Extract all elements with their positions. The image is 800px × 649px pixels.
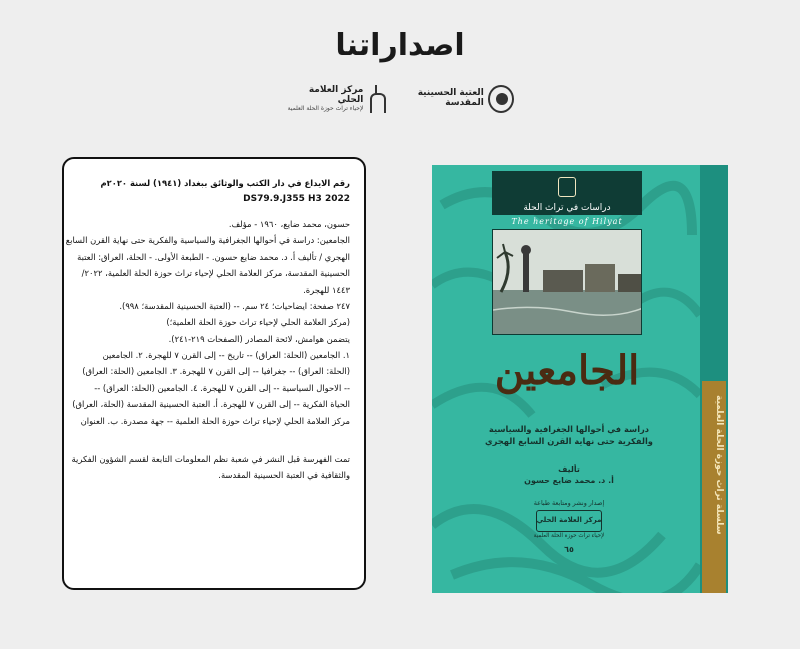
spine-text: سلسلة تراث حوزة الحلة العلمية bbox=[714, 395, 724, 535]
physical-line: (مركز العلامة الحلي لإحياء تراث حوزة الحلة العلمية؛) bbox=[166, 317, 350, 328]
subject-line: ١. الجامعين (الحلة: العراق) -- تاريخ -- إلى القرن ٧ للهجرة. ٢. الجامعين bbox=[102, 350, 350, 361]
catalog-line: الهجري / تأليف أ. د. محمد ضايع حسون. - الطبعة الأولى. - الحلة، العراق: العتبة bbox=[77, 251, 350, 262]
catalog-card bbox=[62, 157, 366, 590]
subtitle-line-1: دراسة في أحوالها الجغرافية والسياسية bbox=[488, 424, 650, 434]
page-title: اصداراتنا bbox=[335, 28, 465, 63]
physical-line: ٢٤٧ صفحة: ايضاحيات؛ ٢٤ سم. -- (العتبة الحسينية المقدسة؛ ٩٩٨). bbox=[119, 300, 350, 311]
subtitle-line-2: والفكرية حتى نهاية القرن السابع الهجري bbox=[485, 436, 653, 447]
lc-number: DS79.9.J355 H3 2022 bbox=[243, 194, 350, 205]
book-cover-image bbox=[432, 165, 728, 593]
series-number: ٦٥ bbox=[564, 545, 574, 554]
series-title-en: The heritage of Hilyat bbox=[511, 217, 623, 226]
author-label: تأليف bbox=[558, 465, 580, 474]
subject-line: مركز العلامة الحلي لإحياء تراث حوزة الحلة العلمية -- جهة مصدرة. ب. العنوان bbox=[80, 415, 350, 426]
holy-shrine-logo bbox=[384, 85, 514, 113]
book-front bbox=[432, 165, 700, 593]
center-logo bbox=[286, 85, 384, 113]
subject-line: -- الاحوال السياسية -- إلى القرن ٧ للهجرة. ٤. الجامعين (الحلة: العراق) -- bbox=[94, 382, 350, 393]
publisher-note: إصدار ونشر ومتابعة طباعة bbox=[533, 499, 605, 507]
series-badge-icon bbox=[558, 177, 576, 197]
book-spine bbox=[700, 165, 728, 593]
catalog-line: الجامعين: دراسة في أحوالها الجغرافية والسياسية والفكرية حتى نهاية القرن السابع bbox=[65, 235, 350, 246]
center-logo-text: مركز العلامة الحلي bbox=[308, 84, 364, 105]
publisher-subtitle: لإحياء تراث حوزة الحلة العلمية bbox=[533, 533, 605, 539]
subject-line: (الحلة: العراق) -- جغرافيا -- إلى القرن ٧ للهجرة. ٣. الجامعين (الحلة: العراق) bbox=[82, 366, 350, 377]
notes-line: يتضمن هوامش، لائحة المصادر (الصفحات ٢١٩-٢٤١). bbox=[168, 333, 350, 344]
publisher-logos bbox=[286, 82, 514, 116]
center-logo-subtext: لإحياء تراث حوزة الحلة العلمية bbox=[287, 105, 364, 113]
book-title: الجامعين bbox=[494, 347, 640, 394]
cover-illustration bbox=[492, 229, 642, 335]
shrine-logo-text: العتبة الحسينية المقدسة bbox=[417, 88, 484, 108]
subject-line: الحياة الفكرية -- إلى القرن ٧ للهجرة. أ. العتبة الحسينية المقدسة (الحلة، العراق) bbox=[72, 399, 350, 410]
deposit-line: رقم الايداع في دار الكتب والوثائق ببغداد (١٩٤١) لسنة ٢٠٢٠م bbox=[100, 178, 350, 188]
shrine-emblem-icon bbox=[488, 85, 514, 113]
city-illustration-icon bbox=[493, 230, 642, 335]
catalog-line: ١٤٤٣ للهجرة. bbox=[303, 284, 350, 295]
book-subtitle bbox=[476, 423, 662, 448]
tower-icon bbox=[367, 85, 384, 113]
catalog-line: حسون، محمد ضايع، ١٩٦٠ - مؤلف. bbox=[228, 218, 350, 229]
footer-line: والثقافية في العتبة الحسينية المقدسة. bbox=[218, 470, 350, 481]
footer-line: تمت الفهرسة قبل النشر في شعبة نظم المعلومات التابعة لقسم الشؤون الفكرية bbox=[71, 454, 350, 465]
publisher-name: مركز العلامة الحلي bbox=[536, 516, 602, 524]
catalog-line: الحسينية المقدسة، مركز العلامة الحلي لإحياء تراث حوزة الحلة العلمية، ٢٠٢٢/ bbox=[81, 268, 350, 279]
author-name: أ. د. محمد ضايع حسون bbox=[524, 476, 614, 485]
series-title-ar: دراسات في تراث الحلة bbox=[523, 203, 611, 213]
